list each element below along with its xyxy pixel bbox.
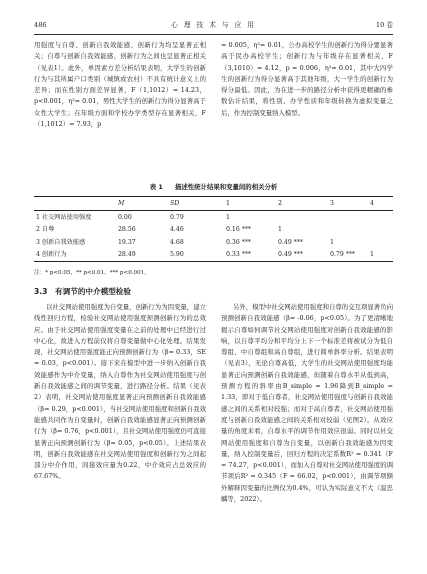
- paragraph: 另外，模型中社交网站使用强度和自尊的交互项显著负向预测创新自我效能感（β= -0.06，p<0.05）。为了更清晰地揭示自尊如何调节社交网站使用强度对创新自我效能感的影响，以自尊平均分和平均分上下一个标准差将被试分为低自尊组、中自尊组和高自尊组，进行简单斜率分析。结果表明（见表3），无论自尊高低，大学生的社交网站使用强度均能显著正向预测创新自我效能感，但随着自尊水平从低到高，预测方程的斜率由B_simple = 1.96降到B_simple = 1.33，即对于低自尊者，社交网站使用强度与创新自我效能感之间的关系相对较强；而对于高自尊者，社交网站使用强度与创新自我效能感之间的关系相对较弱（见图2）。从效应量的角度来看，自尊水平的调节作用效应很弱。同时以社交网站使用强度和自尊为自变量，以创新自我效能感为因变量，纳入控制变量后，回归方程的决定系数R² = 0.341（F = 74.27，p<0.001），而加入自尊对社交网站使用强度的调节项后R² = 0.345（F = 66.02，p<0.001），由调节项额外解释因变量的比例仅为0.4%，可认为实际意义不大（温忠麟等，2022）。: [221, 303, 393, 504]
- column-header: 3: [328, 197, 368, 211]
- section-heading: 3.3 有调节的中介模型检验: [34, 287, 131, 296]
- table-cell: 3 创新自我效能感: [36, 238, 86, 246]
- table-cell: 1 社交网站使用强度: [36, 213, 92, 221]
- table-cell: 28.49: [118, 251, 136, 259]
- table-cell: 4.68: [170, 238, 184, 246]
- table-cell: 1: [330, 238, 334, 246]
- table-note: 注：* p<0.05，** p<0.01，*** p<0.001。: [34, 270, 150, 276]
- table-cell: 5.90: [170, 251, 184, 259]
- table-cell: [328, 211, 368, 224]
- left-column-bottom: [34, 302, 206, 552]
- table-cell: [368, 211, 393, 224]
- column-header: 2: [276, 197, 328, 211]
- table-header-row: [34, 197, 393, 211]
- column-header: [34, 197, 116, 211]
- table-title: 描述性统计结果和变量间的相关分析: [175, 183, 278, 191]
- table-cell: 19.37: [118, 238, 136, 246]
- table-cell: 4 创新行为: [36, 251, 67, 259]
- table-cell: 28.56: [118, 226, 136, 234]
- volume-label: 10 卷: [375, 21, 393, 29]
- table-cell: [276, 211, 328, 224]
- journal-name: 心 理 技 术 与 应 用: [171, 21, 256, 29]
- paragraph: 以社交网站使用强度为自变量，创新行为为因变量，建立线性回归方程，检验社交网站使用强度预测创新行为的总效应。由于社交网站使用强度变量在之前的处理中已经进行过中心化，故进入方程前仅将自尊变量做中心化处理。结果发现，社交网站使用强度能正向预测创新行为（β= 0.33，SE = 0.03，p<0.001）。接下来在模型中进一步纳入创新自我效能感作为中介变量，纳入自尊作为社交网站使用强度与创新自我效能感之间的调节变量，进行路径分析。结果（见表2）表明，社交网站使用强度显著正向预测创新自我效能感（β= 0.29，p<0.001），当社交网站使用强度和创新自我效能感共同作为自变量时，创新自我效能感显著正向预测创新行为（β= 0.76，p<0.001），且社交网站使用强度仍可直接显著正向预测创新行为（β= 0.05，p<0.05）。上述结果表明，创新自我效能感在社交网站使用强度和创新行为之间起部分中介作用，间接效应量为0.22，中介效应占总效应的67.67%。: [34, 303, 206, 481]
- descriptive-statistics-table: [34, 196, 393, 262]
- table-cell: [368, 224, 393, 237]
- table-number: 表 1: [149, 183, 163, 191]
- table-row: [34, 224, 393, 237]
- table-cell: [328, 224, 368, 237]
- page-number: 486: [34, 21, 47, 29]
- table-cell: 1: [226, 213, 230, 221]
- table-cell: 0.33 ***: [226, 251, 252, 259]
- table-cell: 0.49 ***: [278, 251, 304, 259]
- table-cell: 1: [278, 226, 282, 234]
- column-header: SD: [168, 197, 224, 211]
- column-header: M: [116, 197, 168, 211]
- table-row: [34, 211, 393, 224]
- right-column-top: [221, 40, 393, 176]
- column-header: 4: [368, 197, 393, 211]
- table-cell: 0.00: [118, 213, 132, 221]
- table-cell: 0.49 ***: [278, 238, 304, 246]
- table-caption: [34, 182, 393, 191]
- column-header: 1: [224, 197, 276, 211]
- table-cell: [368, 236, 393, 249]
- table-row: [34, 249, 393, 262]
- table-cell: 0.79 ***: [330, 251, 356, 259]
- table-cell: 0.79: [170, 213, 184, 221]
- table-row: [34, 236, 393, 249]
- table-cell: 2 自尊: [36, 226, 55, 234]
- table-cell: 0.36 ***: [226, 238, 252, 246]
- paragraph: 用强度与自尊、创新自我效能感、创新行为均呈显著正相关；自尊与创新自我效能感、创新行为之间也呈显著正相关（见表1）。此外，单因素方差分析结果表明，大学生的创新行为与其所属户口类别（城镇或农村）不具有统计意义上的差异；而在性别方面差异显著，F（1,1012）= 14.23，p<0.001，η²= 0.01，男性大学生的创新行为得分显著高于女性大学生；在年级方面和学校办学类型存在显著相关，F（1,1012）= 7.93，p: [34, 41, 206, 129]
- running-header: [34, 20, 393, 35]
- left-column-top: [34, 40, 206, 176]
- table-cell: 1: [370, 251, 374, 259]
- paragraph: = 0.005，η²= 0.01，公办高校学生的创新行为得分要显著高于民办高校学生；创新行为与年级存在显著相关，F（3,1010）= 4.12，p = 0.006，η²= 0.01，其中大四学生的创新行为得分显著高于其他年级，大一学生的创新行为得分最低。因此，为在进一步的路径分析中获得更精确的参数估计结果，将性别、办学性质和年级转换为虚拟变量之后，作为控制变量纳入模型。: [221, 41, 393, 117]
- table-cell: 4.46: [170, 226, 184, 234]
- right-column-bottom: [221, 302, 393, 552]
- table-cell: 0.16 ***: [226, 226, 252, 234]
